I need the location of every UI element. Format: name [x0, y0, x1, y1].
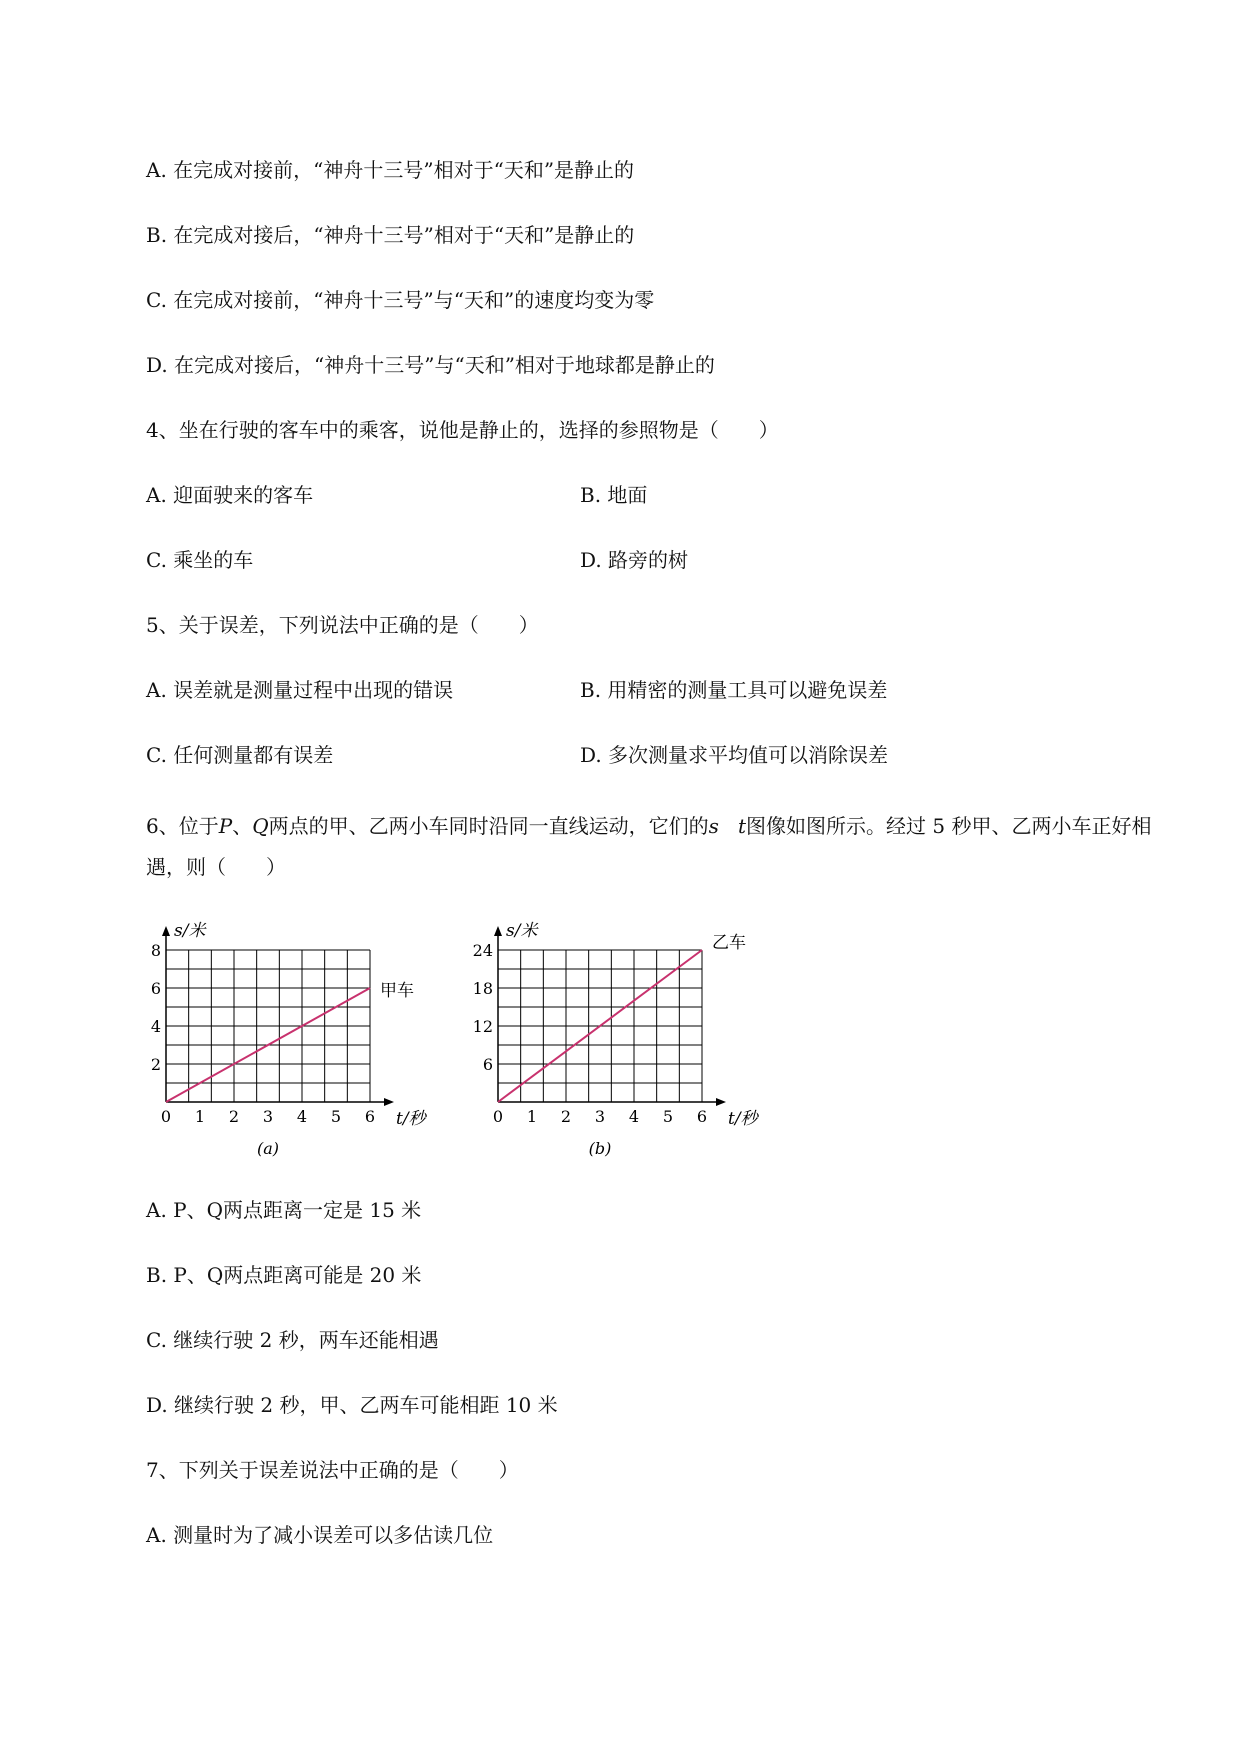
x-tick-label: 5: [662, 1107, 674, 1126]
q6-stem-part3: 图像如图所示。经过 5 秒甲、乙两小车正好相遇，则（ ）: [146, 814, 1152, 879]
q3-option-b: B. 在完成对接后，“神舟十三号”相对于“天和”是静止的: [146, 223, 635, 247]
x-tick-label: 0: [160, 1107, 172, 1126]
y-tick-label: 6: [150, 979, 161, 998]
q6-separator: 、: [232, 814, 253, 838]
q3-option-a: A. 在完成对接前，“神舟十三号”相对于“天和”是静止的: [146, 158, 635, 182]
q4-option-a: A. 迎面驶来的客车: [146, 483, 314, 507]
q6-stem-part1: 6、位于: [146, 814, 219, 838]
q5-option-c: C. 任何测量都有误差: [146, 743, 334, 767]
q7-option-a: A. 测量时为了减小误差可以多估读几位: [146, 1523, 494, 1547]
y-tick-label: 8: [150, 941, 161, 960]
x-axis-label: t/秒: [728, 1109, 758, 1129]
q4-stem: 4、坐在行驶的客车中的乘客，说他是静止的，选择的参照物是（ ）: [146, 418, 779, 442]
chart-a: [146, 915, 466, 1165]
x-tick-label: 5: [330, 1107, 342, 1126]
series-label: 甲车: [380, 981, 414, 1001]
x-axis-label: t/秒: [396, 1109, 426, 1129]
q3-option-d: D. 在完成对接后，“神舟十三号”与“天和”相对于地球都是静止的: [146, 353, 715, 377]
q6-option-a: A. P、Q两点距离一定是 15 米: [146, 1198, 422, 1222]
series-label: 乙车: [712, 933, 746, 953]
q6-option-c: C. 继续行驶 2 秒，两车还能相遇: [146, 1328, 439, 1352]
q5-option-a: A. 误差就是测量过程中出现的错误: [146, 678, 454, 702]
q4-option-d: D. 路旁的树: [580, 548, 689, 572]
q6-symbol-s: s: [708, 814, 719, 838]
x-tick-label: 4: [296, 1107, 308, 1126]
x-tick-label: 3: [594, 1107, 606, 1126]
x-axis-arrow: [716, 1098, 726, 1106]
chart-caption: (b): [588, 1139, 612, 1158]
y-tick-label: 12: [472, 1017, 493, 1036]
q5-option-b: B. 用精密的测量工具可以避免误差: [580, 678, 888, 702]
y-axis-label: s/米: [506, 921, 538, 941]
chart-b: [470, 915, 810, 1165]
x-tick-label: 4: [628, 1107, 640, 1126]
q3-option-c: C. 在完成对接前，“神舟十三号”与“天和”的速度均变为零: [146, 288, 655, 312]
y-tick-label: 6: [482, 1055, 493, 1074]
y-axis-arrow: [494, 926, 502, 936]
y-tick-label: 24: [472, 941, 493, 960]
x-axis-arrow: [384, 1098, 394, 1106]
chart-caption: (a): [256, 1139, 280, 1158]
q6-option-d: D. 继续行驶 2 秒，甲、乙两车可能相距 10 米: [146, 1393, 558, 1417]
y-tick-label: 2: [150, 1055, 161, 1074]
x-tick-label: 6: [696, 1107, 708, 1126]
q6-stem: [146, 806, 1156, 888]
y-axis-arrow: [162, 926, 170, 936]
x-tick-label: 2: [560, 1107, 572, 1126]
y-axis-label: s/米: [174, 921, 206, 941]
x-tick-label: 3: [262, 1107, 274, 1126]
x-tick-label: 6: [364, 1107, 376, 1126]
q4-option-b: B. 地面: [580, 483, 648, 507]
x-tick-label: 0: [492, 1107, 504, 1126]
q4-option-c: C. 乘坐的车: [146, 548, 254, 572]
x-tick-label: 1: [526, 1107, 538, 1126]
x-tick-label: 1: [194, 1107, 206, 1126]
y-tick-label: 4: [150, 1017, 161, 1036]
q6-point-p: P: [218, 814, 233, 838]
q6-point-q: Q: [252, 814, 269, 838]
x-tick-label: 2: [228, 1107, 240, 1126]
q6-symbol-t: t: [737, 814, 746, 838]
q6-option-b: B. P、Q两点距离可能是 20 米: [146, 1263, 422, 1287]
q5-stem: 5、关于误差，下列说法中正确的是（ ）: [146, 613, 539, 637]
y-tick-label: 18: [472, 979, 493, 998]
q6-stem-part2: 两点的甲、乙两小车同时沿同一直线运动，它们的: [268, 814, 709, 838]
q7-stem: 7、下列关于误差说法中正确的是（ ）: [146, 1458, 519, 1482]
q5-option-d: D. 多次测量求平均值可以消除误差: [580, 743, 889, 767]
